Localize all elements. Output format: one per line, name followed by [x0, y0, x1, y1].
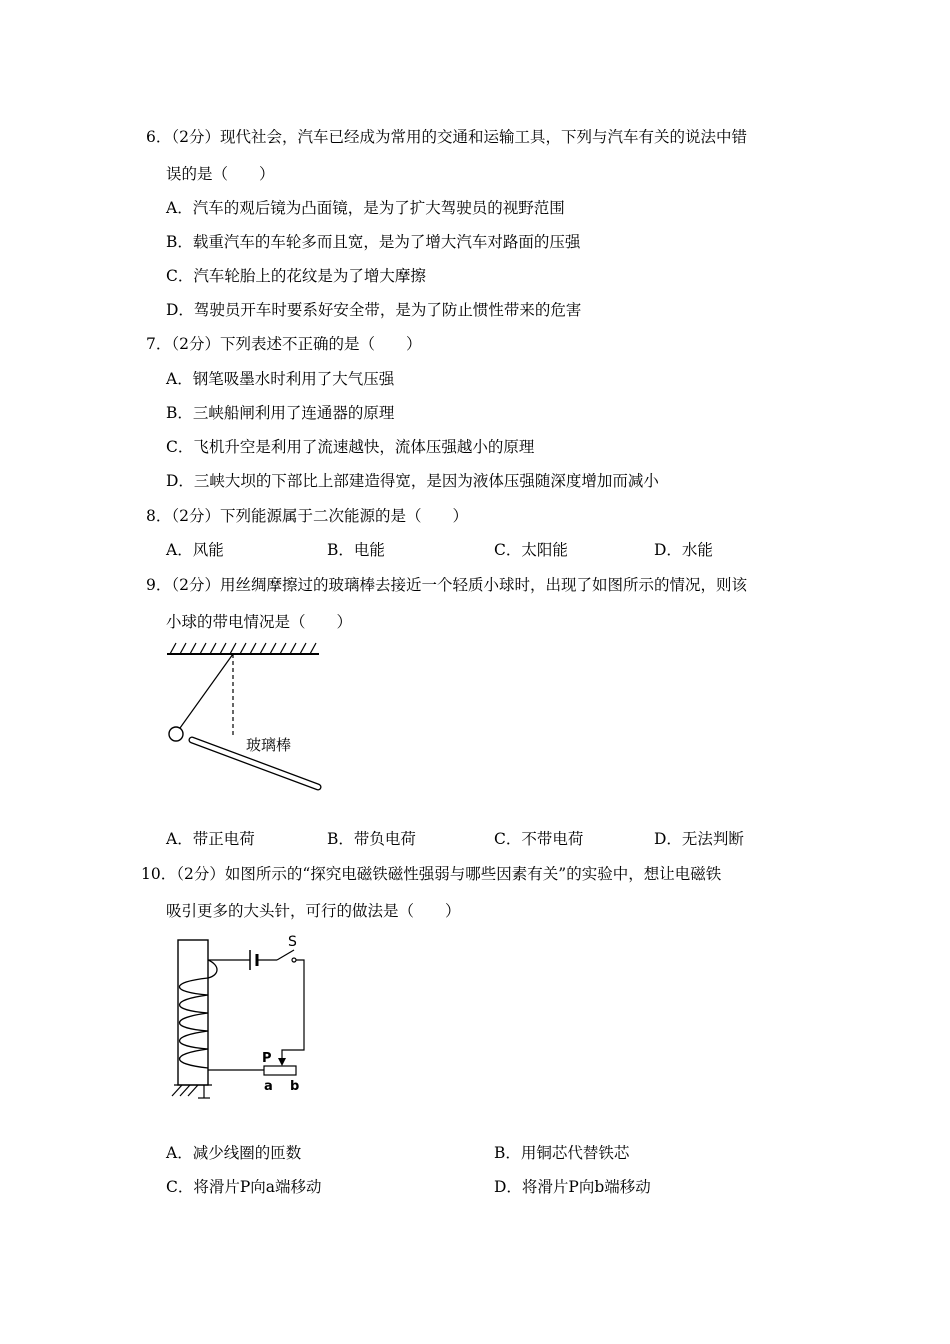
q6-option-d: D．驾驶员开车时要系好安全带，是为了防止惯性带来的危害 [166, 301, 582, 319]
q7-option-b: B．三峡船闸利用了连通器的原理 [166, 404, 395, 422]
q9-text-line1: （2分）用丝绸摩擦过的玻璃棒去接近一个轻质小球时，出现了如图所示的情况，则该 [171, 576, 747, 594]
wire-right [282, 960, 304, 1060]
q10-number: 10． [141, 865, 177, 883]
q7-option-a: A．钢笔吸墨水时利用了大气压强 [166, 370, 395, 388]
q6-stem [146, 127, 747, 147]
q8-option-a: A．风能 [166, 541, 224, 559]
slider-label: P [262, 1051, 272, 1066]
stand [172, 1085, 212, 1098]
q10-stem [141, 864, 721, 884]
q7-number: 7． [146, 335, 172, 353]
q7-stem [146, 334, 422, 354]
q10-figure [160, 930, 320, 1115]
q10-option-a: A．减少线圈的匝数 [166, 1144, 302, 1162]
q7-option-c: C．飞机升空是利用了流速越快，流体压强越小的原理 [166, 438, 535, 456]
end-b-label: b [290, 1079, 300, 1094]
q6-option-c: C．汽车轮胎上的花纹是为了增大摩擦 [166, 267, 426, 285]
ceiling-hatching [170, 643, 316, 654]
q8-text-line1: （2分）下列能源属于二次能源的是（ ） [171, 507, 468, 525]
q9-text-line2: 小球的带电情况是（ ） [166, 613, 353, 631]
q9-option-c: C．不带电荷 [494, 830, 584, 848]
switch [277, 950, 296, 962]
q10-text-line1: （2分）如图所示的“探究电磁铁磁性强弱与哪些因素有关”的实验中，想让电磁铁 [176, 865, 722, 883]
battery [250, 950, 257, 970]
q6-number: 6． [146, 128, 172, 146]
q6-text-line2: 误的是（ ） [166, 165, 275, 183]
q6-text-line1: （2分）现代社会，汽车已经成为常用的交通和运输工具，下列与汽车有关的说法中错 [171, 128, 747, 146]
q9-number: 9． [146, 576, 172, 594]
q9-figure [160, 640, 330, 800]
q6-option-a: A．汽车的观后镜为凸面镜，是为了扩大驾驶员的视野范围 [166, 199, 565, 217]
q7-text-line1: （2分）下列表述不正确的是（ ） [171, 335, 422, 353]
q9-stem [146, 575, 747, 595]
q8-stem [146, 506, 468, 526]
end-a-label: a [264, 1079, 273, 1094]
slider-arrow [278, 1058, 286, 1066]
switch-label: S [288, 934, 297, 950]
q9-option-b: B．带负电荷 [327, 830, 416, 848]
q7-option-d: D．三峡大坝的下部比上部建造得宽，是因为液体压强随深度增加而减小 [166, 472, 659, 490]
q10-option-c: C．将滑片P向a端移动 [166, 1178, 322, 1196]
rheostat [264, 1066, 296, 1075]
glass-rod-label: 玻璃棒 [246, 736, 292, 754]
q10-text-line2: 吸引更多的大头针，可行的做法是（ ） [166, 902, 461, 920]
q8-option-d: D．水能 [654, 541, 713, 559]
light-ball [169, 727, 183, 741]
q9-option-a: A．带正电荷 [166, 830, 255, 848]
q9-option-d: D．无法判断 [654, 830, 744, 848]
q8-option-c: C．太阳能 [494, 541, 568, 559]
q8-option-b: B．电能 [327, 541, 385, 559]
q6-option-b: B．载重汽车的车轮多而且宽，是为了增大汽车对路面的压强 [166, 233, 581, 251]
pendulum-string [180, 654, 233, 728]
q8-number: 8． [146, 507, 172, 525]
q10-option-d: D．将滑片P向b端移动 [494, 1178, 651, 1196]
q10-option-b: B．用铜芯代替铁芯 [494, 1144, 630, 1162]
